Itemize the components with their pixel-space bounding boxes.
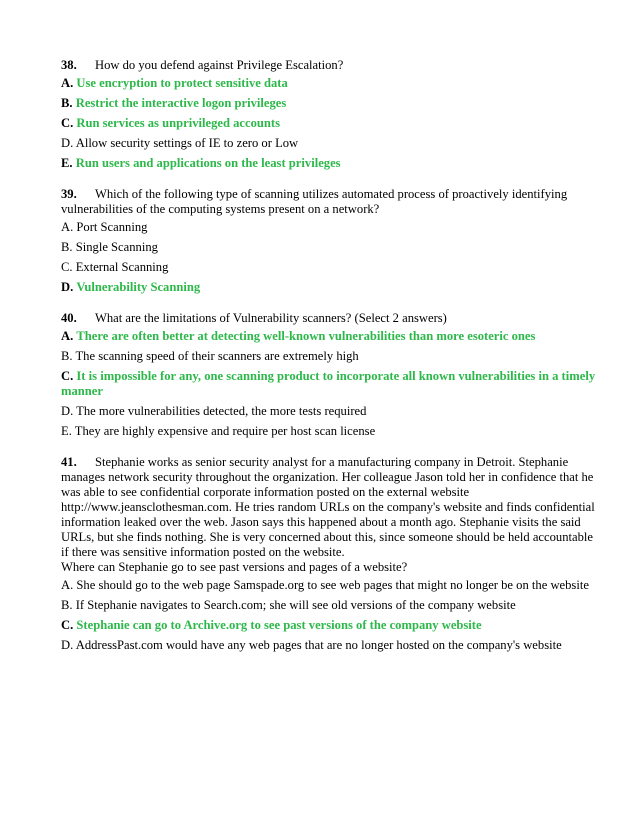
option-a	[61, 327, 598, 347]
option-letter: B.	[61, 240, 73, 254]
option-letter: C.	[61, 260, 73, 274]
option-c	[61, 367, 598, 402]
option-d	[61, 636, 598, 656]
option-letter: D.	[61, 404, 74, 418]
question-number: 41.	[61, 455, 77, 469]
option-letter: D.	[61, 638, 74, 652]
option-text: Run users and applications on the least privileges	[75, 156, 341, 170]
option-b	[61, 596, 598, 616]
question-text: What are the limitations of Vulnerability scanners? (Select 2 answers)	[95, 311, 447, 325]
option-text: It is impossible for any, one scanning product to incorporate all known vulnerabilities in a timely manner	[61, 369, 596, 398]
question-stem	[61, 187, 598, 217]
option-letter: C.	[61, 369, 74, 383]
question-number: 39.	[61, 187, 77, 201]
option-letter: B.	[61, 349, 73, 363]
option-letter: D.	[61, 136, 74, 150]
question-39	[61, 187, 598, 298]
option-e	[61, 422, 598, 442]
question-prompt: Where can Stephanie go to see past versions and pages of a website?	[61, 560, 408, 574]
question-40	[61, 311, 598, 442]
question-number: 40.	[61, 311, 77, 325]
option-letter: B.	[61, 598, 73, 612]
option-letter: B.	[61, 96, 73, 110]
option-text: External Scanning	[75, 260, 169, 274]
option-text: Single Scanning	[75, 240, 158, 254]
option-text: Restrict the interactive logon privileges	[75, 96, 287, 110]
option-text: The scanning speed of their scanners are extremely high	[75, 349, 359, 363]
option-b	[61, 94, 598, 114]
question-38	[61, 58, 598, 174]
option-letter: A.	[61, 76, 74, 90]
option-d	[61, 134, 598, 154]
option-text: There are often better at detecting well-known vulnerabilities than more esoteric ones	[76, 329, 536, 343]
option-text: Stephanie can go to Archive.org to see past versions of the company website	[76, 618, 482, 632]
option-letter: C.	[61, 618, 74, 632]
question-stem	[61, 455, 598, 575]
option-letter: A.	[61, 329, 74, 343]
option-text: Allow security settings of IE to zero or Low	[75, 136, 299, 150]
option-letter: A.	[61, 578, 74, 592]
option-text: AddressPast.com would have any web pages that are no longer hosted on the company's website	[75, 638, 562, 652]
question-stem	[61, 311, 598, 326]
option-b	[61, 347, 598, 367]
option-c	[61, 258, 598, 278]
option-letter: D.	[61, 280, 74, 294]
option-letter: E.	[61, 424, 72, 438]
option-d	[61, 278, 598, 298]
option-text: They are highly expensive and require per host scan license	[74, 424, 376, 438]
question-41	[61, 455, 598, 656]
option-c	[61, 616, 598, 636]
question-number: 38.	[61, 58, 77, 72]
option-text: Use encryption to protect sensitive data	[76, 76, 288, 90]
option-text: Port Scanning	[76, 220, 148, 234]
option-text: If Stephanie navigates to Search.com; she will see old versions of the company website	[75, 598, 516, 612]
option-text: The more vulnerabilities detected, the more tests required	[76, 404, 367, 418]
question-text: How do you defend against Privilege Escalation?	[95, 58, 344, 72]
option-text: She should go to the web page Samspade.org to see web pages that might no longer be on the website	[76, 578, 589, 592]
option-text: Run services as unprivileged accounts	[76, 116, 281, 130]
option-a	[61, 218, 598, 238]
option-text: Vulnerability Scanning	[76, 280, 201, 294]
option-letter: A.	[61, 220, 74, 234]
question-text: Stephanie works as senior security analyst for a manufacturing company in Detroit. Stephanie manages network security throughout the organization. Her colleague Jason told her in confidence that he was able to see confidential corporate information posted on the external website http://www.jeansclothesman.com. He tries random URLs on the company's website and finds confidential information leaked over the web. Jason says this happened about a month ago. Stephanie visits the said URLs, but she finds nothing. She is very concerned about this, since someone should be held accountable if there was sensitive information posted on the website.	[61, 455, 595, 559]
option-e	[61, 154, 598, 174]
option-d	[61, 402, 598, 422]
option-a	[61, 74, 598, 94]
option-a	[61, 576, 598, 596]
question-text: Which of the following type of scanning utilizes automated process of proactively identifying vulnerabilities of the computing systems present on a network?	[61, 187, 568, 216]
option-letter: E.	[61, 156, 73, 170]
question-stem	[61, 58, 598, 73]
option-b	[61, 238, 598, 258]
option-c	[61, 114, 598, 134]
option-letter: C.	[61, 116, 74, 130]
